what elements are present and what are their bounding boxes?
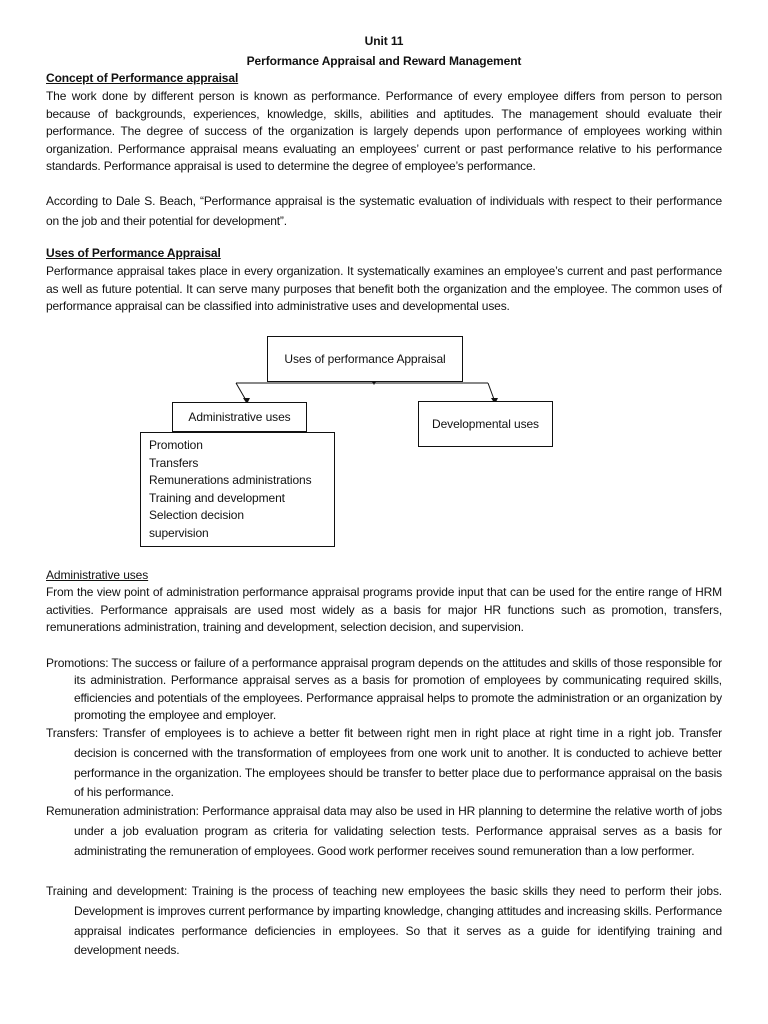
- diagram-administrative-label: Administrative uses: [188, 410, 291, 424]
- diagram-developmental-label: Developmental uses: [432, 417, 539, 431]
- list-item: supervision: [149, 525, 209, 540]
- document-title: Performance Appraisal and Reward Management: [246, 54, 522, 68]
- list-item: Promotion: [149, 438, 203, 452]
- promotions-item: Promotions: The success or failure of a performance appraisal program depends on the attitudes and skills of those responsible for its administration. Performance appraisal serves as a basis for promotion of employees by communicating required skills, efficiencies and potentials of the employees. Performance appraisal helps to promote the administration or an organization by promoting the employee and employer.: [46, 656, 722, 723]
- diagram-developmental-box: [418, 401, 553, 447]
- diagram-administrative-list: [140, 432, 335, 547]
- concept-paragraph: The work done by different person is known as performance. Performance of every employee differs from person to person because of backgrounds, experiences, knowledge, skills, abilities and aptitudes. The management should evaluate their performance. The degree of success of the organization is largely depends upon performance of employees working within organization. Performance appraisal means evaluating an employees’ current or past performance relative to his performance standards. Performance appraisal is used to determine the degree of employee’s performance.: [46, 89, 722, 174]
- list-item: Remunerations administrations: [149, 473, 312, 488]
- training-item: Training and development: Training is the process of teaching new employees the basic skills they need to perform their jobs. Development is improves current performance by imparting knowledge, changing attitudes and increasing skills. Performance appraisal indicates performance deficiencies in employees. So that it serves as a guide for identifying training and development needs.: [46, 884, 722, 958]
- list-item: Training and development: [149, 490, 285, 505]
- uses-paragraph: Performance appraisal takes place in every organization. It systematically examines an employee’s current and past performance as well as future potential. It can serve many purposes that benefit both the organization and the employee. The common uses of performance appraisal can be classified into administrative uses and developmental uses.: [46, 264, 722, 314]
- list-item: Selection decision: [149, 508, 244, 523]
- diagram-administrative-box: [172, 402, 307, 432]
- remuneration-item: Remuneration administration: Performance appraisal data may also be used in HR planning to determine the relative worth of jobs under a job evaluation program as criteria for validating selection tests. Performance appraisal serves as a basis for administrating the remuneration of employees. Good work performer receives sound remuneration than a low performer.: [46, 804, 722, 858]
- diagram-root-box: [267, 336, 463, 382]
- unit-number: Unit 11: [364, 34, 404, 48]
- administrative-heading: Administrative uses: [46, 568, 149, 582]
- administrative-paragraph: From the view point of administration performance appraisal programs provide input that can be used for the entire range of HRM activities. Performance appraisals are used most widely as a basis for major HR functions such as promotion, transfers, remunerations administration, training and development, selection decision, and supervision.: [46, 585, 722, 635]
- transfers-item: Transfers: Transfer of employees is to achieve a better fit between right men in right place at right time in a right job. Transfer decision is concerned with the transformation of employees from one work unit to another. It is conducted to achieve better performance in the organization. The employees should be transfer to better place due to performance appraisal on the basis of his performance.: [46, 726, 722, 800]
- uses-heading: Uses of Performance Appraisal: [46, 246, 221, 260]
- list-item: Transfers: [149, 455, 199, 470]
- concept-heading: Concept of Performance appraisal: [46, 71, 239, 85]
- diagram-root-label: Uses of performance Appraisal: [284, 352, 446, 366]
- beach-definition-paragraph: According to Dale S. Beach, “Performance appraisal is the systematic evaluation of individuals with respect to their performance on the job and their potential for development”.: [46, 194, 722, 228]
